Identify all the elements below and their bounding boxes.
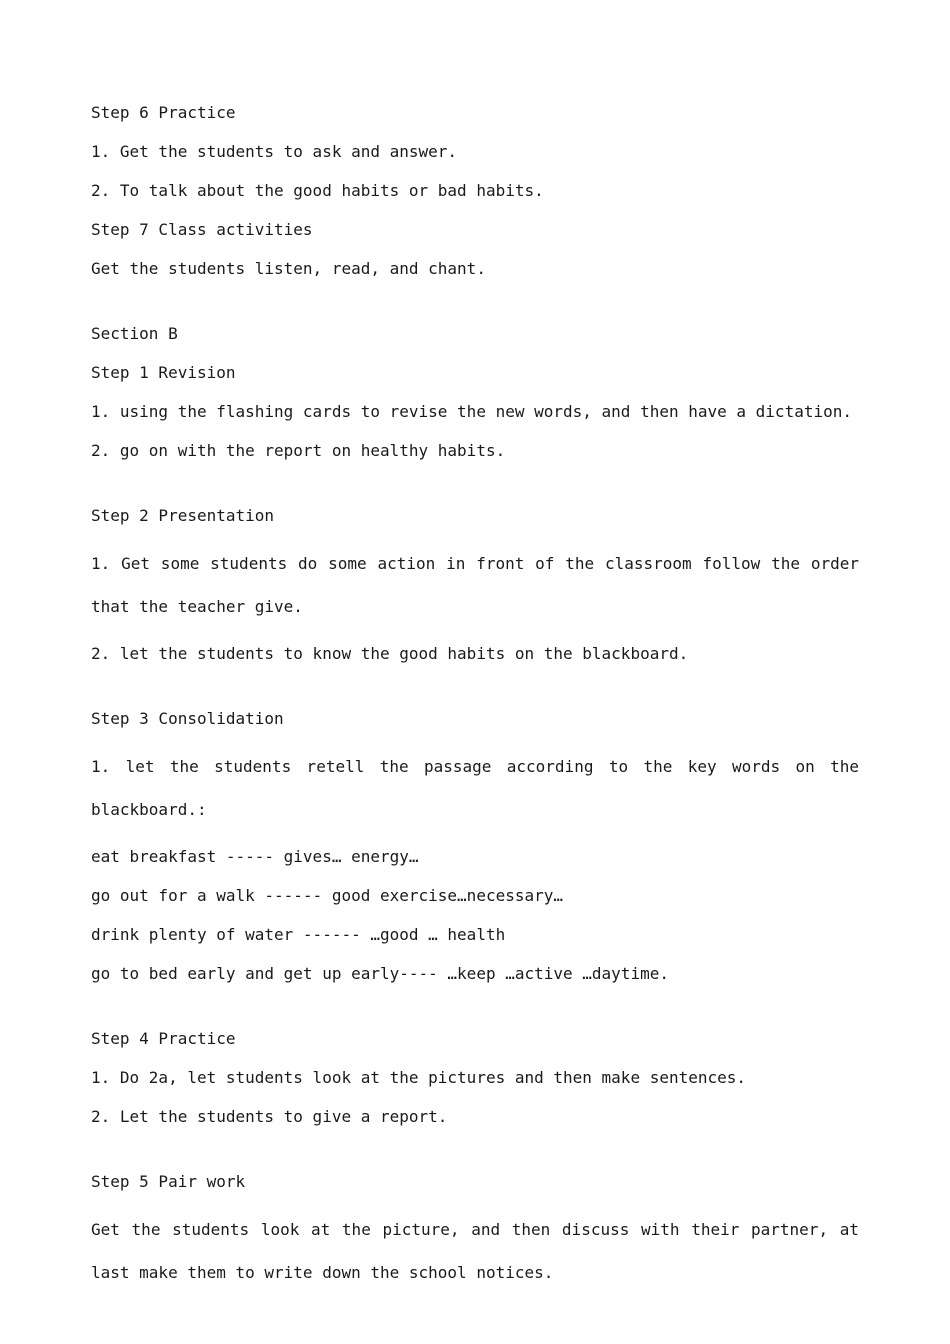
keyword-line: drink plenty of water ------ …good … health [91, 925, 506, 944]
list-item: 1. using the flashing cards to revise the new words, and then have a dictation. [91, 402, 852, 421]
keyword-line: go out for a walk ------ good exercise…necessary… [91, 886, 564, 905]
heading-step-1-revision: Step 1 Revision [91, 363, 236, 382]
keyword-line: eat breakfast ----- gives… energy… [91, 847, 419, 866]
list-item: 1. Do 2a, let students look at the pictures and then make sentences. [91, 1068, 747, 1087]
list-item: 2. To talk about the good habits or bad habits. [91, 181, 544, 200]
list-item: 2. go on with the report on healthy habits. [91, 441, 506, 460]
paragraph: Get the students listen, read, and chant. [91, 259, 486, 278]
paragraph-wrapped: Get the students look at the picture, and then discuss with their partner, at last make them to write down the school notices. [91, 1220, 859, 1282]
list-item: 1. Get the students to ask and answer. [91, 142, 458, 161]
heading-step-6-practice: Step 6 Practice [91, 103, 236, 122]
section-heading-b: Section B [91, 324, 178, 343]
heading-step-4-practice: Step 4 Practice [91, 1029, 236, 1048]
list-item-wrapped: 1. let the students retell the passage according to the key words on the blackboard.: [91, 757, 859, 819]
heading-step-2-presentation: Step 2 Presentation [91, 506, 275, 525]
heading-step-3-consolidation: Step 3 Consolidation [91, 709, 284, 728]
document-body [91, 100, 859, 1307]
list-item: 2. Let the students to give a report. [91, 1107, 448, 1126]
keyword-line: go to bed early and get up early---- …keep …active …daytime. [91, 964, 669, 983]
heading-step-5-pair-work: Step 5 Pair work [91, 1172, 246, 1191]
list-item-wrapped: 1. Get some students do some action in front of the classroom follow the order that the teacher give. [91, 554, 859, 616]
heading-step-7-class-activities: Step 7 Class activities [91, 220, 313, 239]
list-item: 2. let the students to know the good habits on the blackboard. [91, 644, 689, 663]
